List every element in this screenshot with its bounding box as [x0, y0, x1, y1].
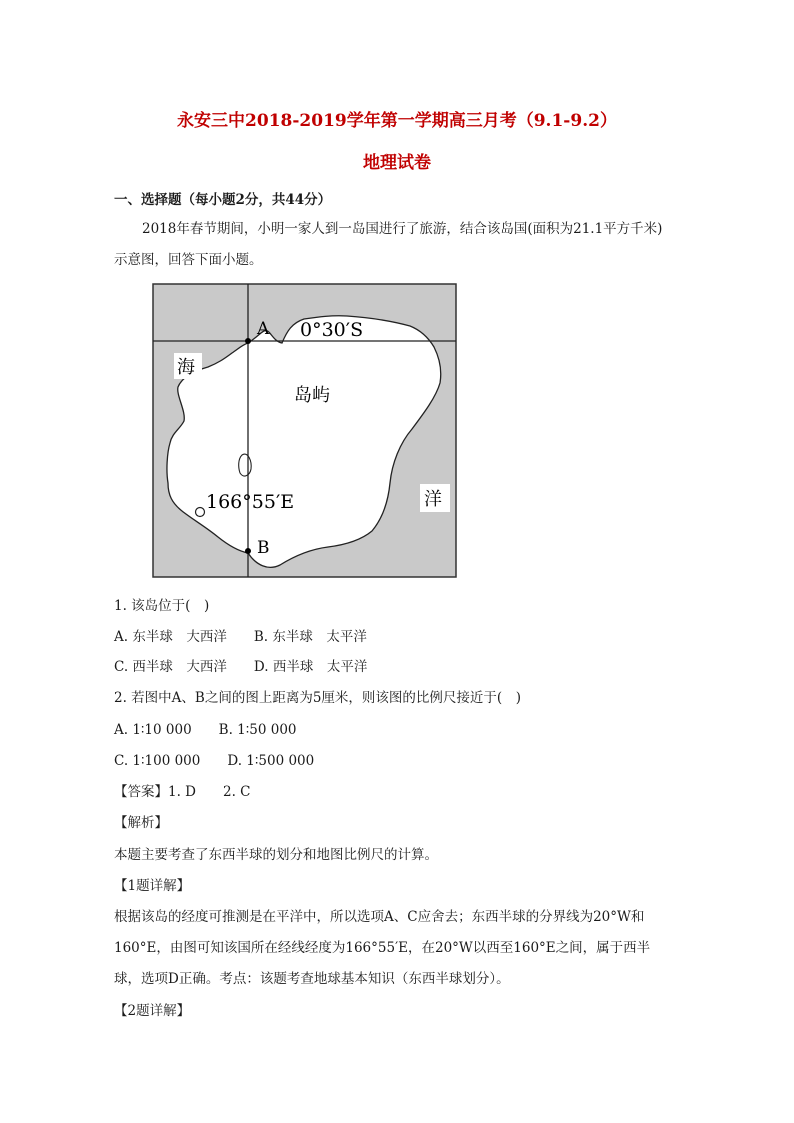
sea-label: 海 — [177, 357, 195, 378]
exam-title: 永安三中2018-2019学年第一学期高三月考（9.1-9.2） — [177, 111, 617, 131]
q2-options-row2: C. 1∶100 000 D. 1∶500 000 — [114, 753, 315, 769]
longitude-label: 166°55′E — [206, 491, 295, 513]
analysis-heading: 【解析】 — [114, 815, 168, 831]
detail1-heading: 【1题详解】 — [114, 878, 191, 894]
q2-stem: 2. 若图中A、B之间的图上距离为5厘米，则该图的比例尺接近于( ) — [114, 690, 521, 706]
detail2-heading: 【2题详解】 — [114, 1003, 191, 1019]
detail1-line1: 根据该岛的经度可推测是在平洋中，所以选项A、C应舍去；东西半球的分界线为20°W和 — [114, 909, 645, 925]
exam-subtitle: 地理试卷 — [363, 153, 431, 173]
analysis-text: 本题主要考查了东西半球的划分和地图比例尺的计算。 — [114, 847, 438, 863]
point-b-label: B — [257, 538, 270, 558]
intro-line-1: 2018年春节期间，小明一家人到一岛国进行了旅游，结合该岛国(面积为21.1平方千米) — [142, 221, 663, 237]
intro-line-2: 示意图，回答下面小题。 — [114, 252, 263, 268]
island-map — [152, 283, 458, 579]
q1-stem: 1. 该岛位于( ) — [114, 598, 210, 614]
section-heading: 一、选择题（每小题2分，共44分） — [114, 192, 332, 208]
detail1-line3: 球，选项D正确。考点：该题考查地球基本知识（东西半球划分）。 — [114, 971, 510, 987]
island-label: 岛屿 — [294, 385, 330, 406]
point-b-marker — [245, 548, 251, 554]
town-marker — [196, 508, 205, 517]
q1-options-row2: C. 西半球 大西洋 D. 西半球 太平洋 — [114, 659, 368, 675]
point-a-marker — [245, 338, 251, 344]
ocean-label: 洋 — [424, 489, 442, 510]
detail1-line2: 160°E，由图可知该国所在经线经度为166°55′E，在20°W以西至160°E之间，属于西半 — [114, 940, 651, 956]
q1-options-row1: A. 东半球 大西洋 B. 东半球 太平洋 — [114, 629, 367, 645]
latitude-label: 0°30′S — [300, 319, 364, 341]
point-a-label: A — [257, 319, 270, 339]
answer-line: 【答案】1. D 2. C — [114, 784, 251, 800]
q2-options-row1: A. 1∶10 000 B. 1∶50 000 — [114, 722, 297, 738]
